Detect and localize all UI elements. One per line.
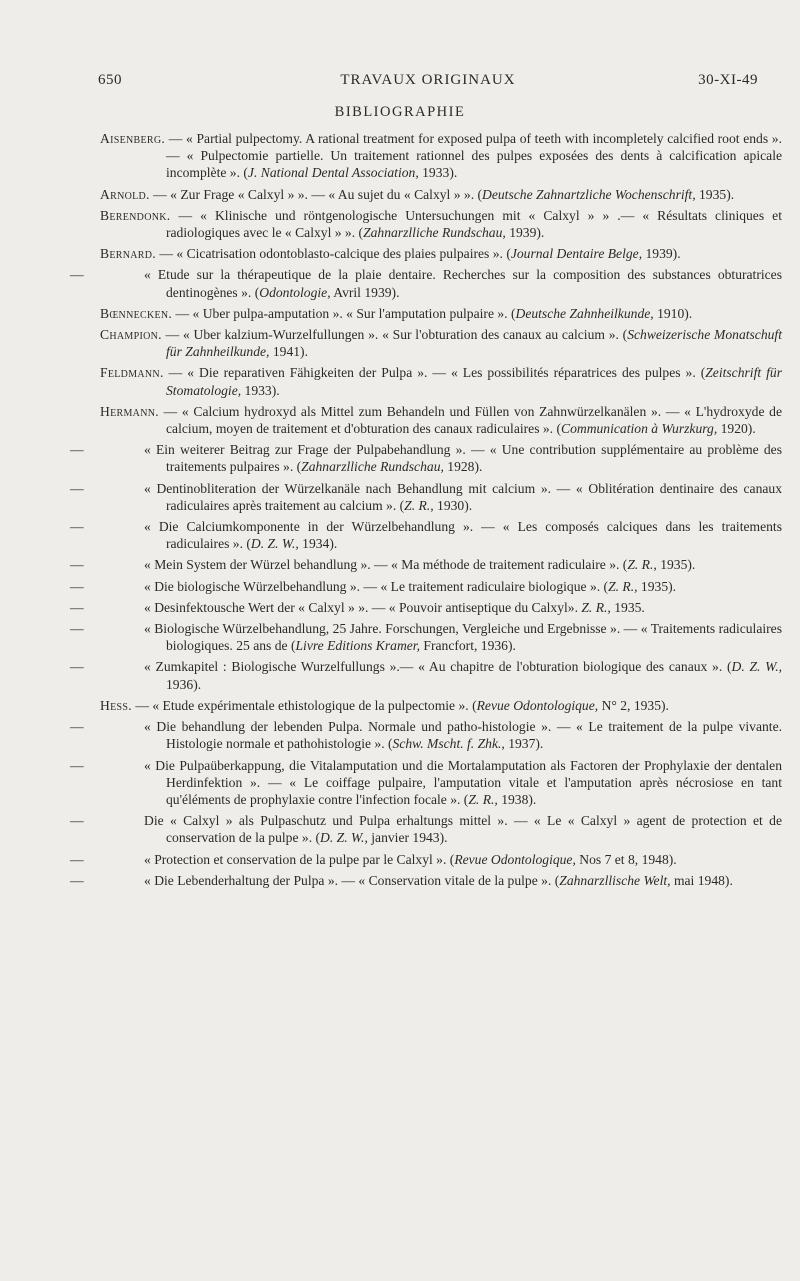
entry-source: Z. R., bbox=[404, 497, 434, 513]
entry-source: Communication à Wurzkurg, bbox=[561, 421, 718, 437]
repeat-author-dash: — bbox=[70, 872, 84, 888]
entry-source: Deutsche Zahnartzliche Wochenschrift, bbox=[482, 186, 696, 202]
bibliography-entry bbox=[100, 186, 782, 203]
repeat-author-dash: — bbox=[70, 659, 84, 675]
entry-date: 1939). bbox=[642, 246, 681, 262]
entry-date: 1935). bbox=[695, 186, 735, 202]
entry-author: Arnold. bbox=[100, 186, 150, 202]
bibliography-entry bbox=[100, 364, 782, 398]
entry-date: 1920). bbox=[717, 421, 756, 437]
entry-source: Revue Odontologique, bbox=[476, 697, 599, 713]
entry-source: Revue Odontologique, bbox=[454, 851, 576, 867]
bibliography-entry bbox=[70, 518, 782, 552]
entry-date: mai 1948). bbox=[670, 872, 733, 888]
entry-date: 1930). bbox=[433, 497, 473, 513]
bibliography-entry bbox=[100, 207, 782, 241]
entry-author: Berendonk. bbox=[100, 207, 171, 223]
entry-text: — « Etude expérimentale ethistologique de la pulpectomie ». ( bbox=[131, 697, 477, 713]
entry-source: Z. R., bbox=[468, 791, 498, 807]
entry-text: — « Partial pulpectomy. A rational treatment for exposed pulpa of teeth with incompletely calcified root ends ». — « Pulpectomie partielle. Un traitement rationnel des pulpes exposées des dents à calcification apicale incomplète ». ( bbox=[165, 131, 782, 181]
entry-source: Z. R., bbox=[581, 599, 611, 615]
section-title: BIBLIOGRAPHIE bbox=[334, 104, 466, 120]
entry-author: Hermann. bbox=[100, 403, 159, 419]
entry-source: Odontologie, bbox=[259, 284, 331, 300]
entry-date: 1928). bbox=[443, 459, 483, 475]
entry-text: « Dentinobliteration der Würzelkanäle nach Behandlung mit calcium ». — « Oblitération dentinaire des canaux radiculaires après traitement au calcium ». ( bbox=[144, 480, 782, 513]
entry-text: — « Zur Frage « Calxyl » ». — « Au sujet du « Calxyl » ». ( bbox=[149, 186, 483, 202]
bibliography-entry bbox=[70, 812, 782, 846]
entry-source: J. National Dental Association, bbox=[247, 165, 419, 181]
bibliography-entry bbox=[70, 441, 782, 475]
entry-text: « Desinfektousche Wert der « Calxyl » ». — « Pouvoir antiseptique du Calxyl». bbox=[144, 599, 582, 615]
bibliography-entry bbox=[70, 658, 783, 692]
bibliography-entry bbox=[70, 872, 782, 889]
running-title: TRAVAUX ORIGINAUX bbox=[340, 72, 516, 88]
entry-source: Schweizerische Monatschuft für Zahnheilkunde, bbox=[166, 327, 782, 360]
bibliography-entry bbox=[70, 578, 782, 595]
entry-date: N° 2, 1935). bbox=[598, 697, 669, 713]
entry-date: 1935). bbox=[656, 557, 696, 573]
entry-text: — « Cicatrisation odontoblasto-calcique des plaies pulpaires ». ( bbox=[155, 246, 511, 262]
entry-author: Feldmann. bbox=[100, 365, 164, 381]
bibliography-entry bbox=[70, 599, 782, 616]
entry-date: Nos 7 et 8, 1948). bbox=[575, 851, 677, 867]
entry-date: 1934). bbox=[298, 536, 338, 552]
entry-text: « Mein System der Würzel behandlung ». — « Ma méthode de traitement radiculaire ». ( bbox=[144, 557, 628, 573]
entry-text: « Ein weiterer Beitrag zur Frage der Pulpabehandlung ». — « Une contribution supplémentaire au problème des traitements pulpaires ». ( bbox=[144, 442, 782, 475]
entry-date: janvier 1943). bbox=[367, 830, 448, 846]
bibliography-entry bbox=[100, 305, 782, 322]
entry-date: 1941). bbox=[269, 344, 308, 360]
entry-text: — « Klinische und röntgenologische Untersuchungen mit « Calxyl » » .— « Résultats cliniques et radiologiques avec le « Calxyl » ». ( bbox=[166, 207, 782, 241]
repeat-author-dash: — bbox=[70, 757, 84, 773]
entry-source: Schw. Mscht. f. Zhk., bbox=[392, 736, 505, 752]
bibliography-entry bbox=[70, 851, 782, 868]
repeat-author-dash: — bbox=[70, 851, 84, 867]
bibliography-entry bbox=[100, 403, 782, 437]
entry-text: « Die Lebenderhaltung der Pulpa ». — « Conservation vitale de la pulpe ». ( bbox=[144, 872, 560, 888]
entry-source: Zahnarzlliche Rundschau, bbox=[301, 459, 444, 475]
bibliography-entry bbox=[70, 556, 782, 573]
entry-author: Hess. bbox=[100, 697, 132, 713]
entry-source: Deutsche Zahnheilkunde, bbox=[515, 305, 654, 321]
repeat-author-dash: — bbox=[70, 719, 84, 735]
entry-date: 1933). bbox=[241, 382, 280, 398]
entry-source: Journal Dentaire Belge, bbox=[510, 246, 643, 262]
bibliography-entry bbox=[100, 697, 782, 714]
entry-source: Zahnarzllische Welt, bbox=[559, 872, 671, 888]
entry-text: — « Calcium hydroxyd als Mittel zum Behandeln und Füllen von Zahnwürzelkanälen ». — « L'hydroxyde de calcium, moyen de traitement et d'obturation des canaux radiculaires ». ( bbox=[158, 403, 782, 437]
entry-text: « Biologische Würzelbehandlung, 25 Jahre. Forschungen, Vergleiche und Ergebnisse ». — « Traitements radiculaires biologiques. 25 ans de ( bbox=[144, 621, 782, 654]
entry-date: 1939). bbox=[505, 225, 545, 241]
repeat-author-dash: — bbox=[70, 480, 84, 496]
entry-date: 1910). bbox=[653, 305, 693, 321]
entry-date: Avril 1939). bbox=[330, 284, 400, 300]
entry-text: « Die Calciumkomponente in der Würzelbehandlung ». — « Les composés calciques dans les traitements radiculaires ». ( bbox=[144, 519, 782, 552]
entry-text: — « Die reparativen Fähigkeiten der Pulpa ». — « Les possibilités réparatrices des pulpes ». ( bbox=[163, 365, 706, 381]
entry-source: Zahnarzlliche Rundschau, bbox=[363, 225, 506, 241]
entry-source: Livre Editions Kramer, bbox=[295, 638, 420, 654]
entry-author: Bœnnecken. bbox=[100, 305, 173, 321]
entry-date: Francfort, 1936). bbox=[420, 638, 516, 654]
entry-source: D. Z. W., bbox=[731, 659, 783, 675]
entry-text: « Die biologische Würzelbehandlung ». — « Le traitement radiculaire biologique ». ( bbox=[144, 578, 609, 594]
entry-date: 1937). bbox=[504, 736, 544, 752]
bibliography-entry bbox=[100, 130, 782, 182]
entry-date: 1936). bbox=[166, 676, 202, 692]
entry-text: « Die behandlung der lebenden Pulpa. Normale und patho-histologie ». — « Le traitement de la pulpe vivante. Histologie normale et pathohistologie ». ( bbox=[144, 719, 782, 752]
entry-source: D. Z. W., bbox=[320, 830, 368, 846]
entry-text: Die « Calxyl » als Pulpaschutz und Pulpa erhaltungs mittel ». — « Le « Calxyl » agent de protection et de conservation de la pulpe ». ( bbox=[144, 813, 782, 846]
repeat-author-dash: — bbox=[70, 442, 84, 458]
repeat-author-dash: — bbox=[70, 599, 84, 615]
bibliography-entry bbox=[70, 620, 782, 654]
repeat-author-dash: — bbox=[70, 267, 84, 283]
entry-source: Zeitschrift für Stomatologie, bbox=[166, 365, 782, 398]
entry-source: Z. R., bbox=[627, 557, 657, 573]
entry-date: 1938). bbox=[497, 791, 537, 807]
bibliography-list bbox=[70, 130, 783, 893]
repeat-author-dash: — bbox=[70, 519, 84, 535]
bibliography-entry bbox=[70, 718, 782, 752]
repeat-author-dash: — bbox=[70, 557, 84, 573]
bibliography-entry bbox=[70, 757, 782, 809]
entry-text: — « Uber pulpa-amputation ». « Sur l'amputation pulpaire ». ( bbox=[172, 305, 516, 321]
bibliography-entry bbox=[70, 480, 782, 514]
bibliography-entry bbox=[100, 326, 782, 360]
header-date: 30-XI-49 bbox=[698, 72, 758, 88]
repeat-author-dash: — bbox=[70, 578, 84, 594]
entry-source: Z. R., bbox=[608, 578, 638, 594]
entry-date: 1933). bbox=[418, 165, 458, 181]
entry-text: — « Uber kalzium-Wurzelfullungen ». « Sur l'obturation des canaux au calcium ». ( bbox=[161, 327, 628, 343]
entry-author: Aisenberg. bbox=[100, 131, 166, 146]
repeat-author-dash: — bbox=[70, 621, 84, 637]
entry-author: Bernard. bbox=[100, 246, 156, 262]
entry-text: « Die Pulpaüberkappung, die Vitalamputation und die Mortalamputation als Factoren der Prophylaxie der dentalen Herdinfektion ». — « Le coiffage pulpaire, l'amputation vitale et l'amputation après nécrosiose en tant qu'éléments de prophylaxie contre l'infection focale ». ( bbox=[144, 757, 782, 807]
bibliography-entry bbox=[100, 245, 782, 262]
page-number: 650 bbox=[98, 72, 122, 88]
entry-text: « Zumkapitel : Biologische Wurzelfullungs ».— « Au chapitre de l'obturation biologique des canaux ». ( bbox=[144, 659, 732, 675]
entry-date: 1935). bbox=[637, 578, 677, 594]
repeat-author-dash: — bbox=[70, 813, 84, 829]
entry-date: 1935. bbox=[610, 599, 645, 615]
entry-text: « Etude sur la thérapeutique de la plaie dentaire. Recherches sur la composition des substances obturatrices dentinogènes ». ( bbox=[144, 267, 782, 300]
bibliography-entry bbox=[70, 266, 782, 300]
entry-source: D. Z. W., bbox=[250, 536, 299, 552]
entry-text: « Protection et conservation de la pulpe par le Calxyl ». ( bbox=[144, 851, 455, 867]
entry-author: Champion. bbox=[100, 327, 162, 343]
